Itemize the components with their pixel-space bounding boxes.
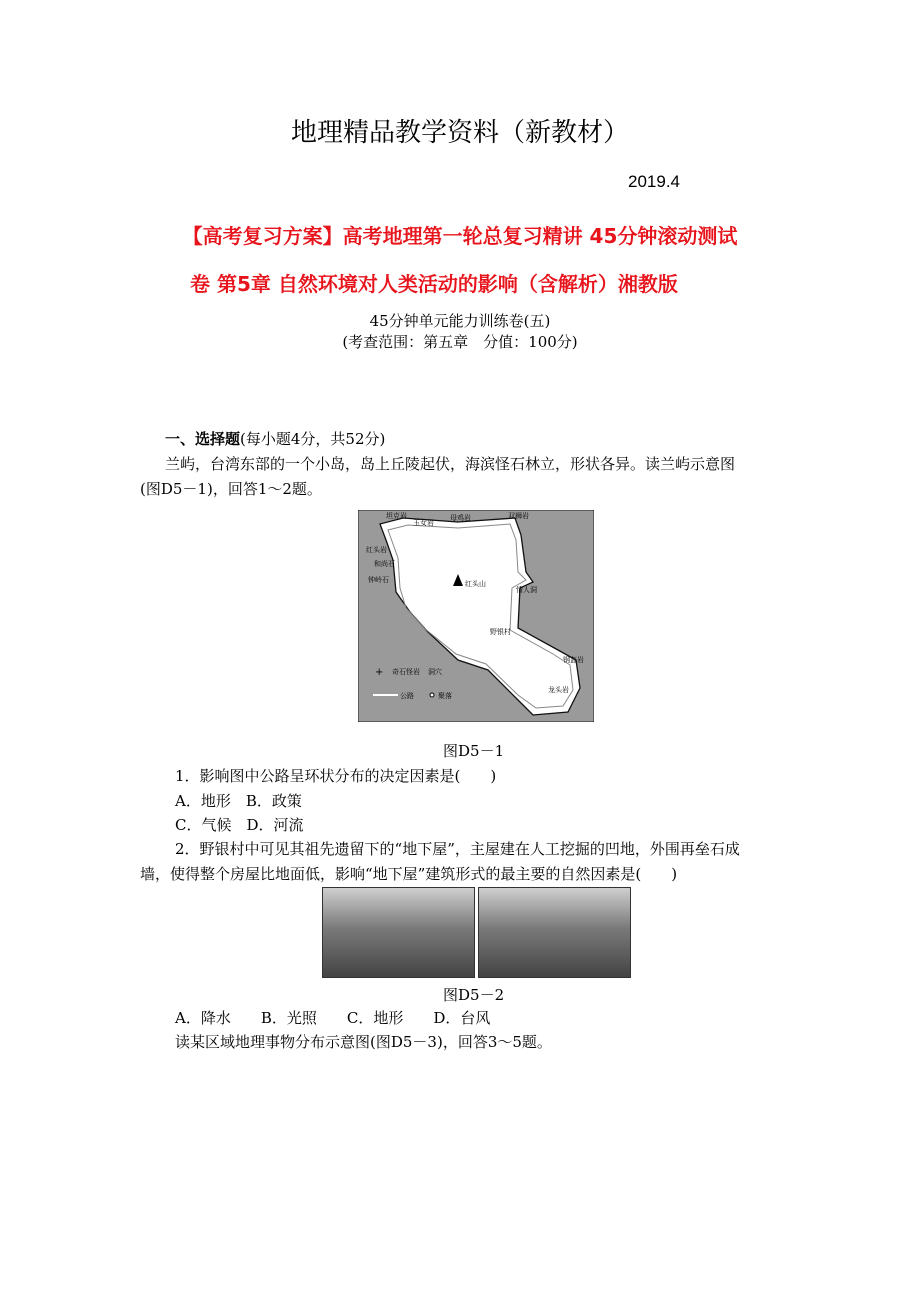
svg-text:情人洞: 情人洞 (516, 586, 537, 594)
question-2-line-2: 墙，使得整个房屋比地面低，影响“地下屋”建筑形式的最主要的自然因素是( ) (140, 865, 678, 883)
photo-village (322, 887, 475, 978)
figure-caption-2: 图D5－2 (443, 986, 505, 1004)
svg-text:钟岭石: 钟岭石 (368, 576, 389, 584)
svg-text:母鸡岩: 母鸡岩 (450, 514, 471, 522)
svg-text:红头岩: 红头岩 (366, 546, 387, 554)
intro-2: 读某区域地理事物分布示意图(图D5－3)，回答3～5题。 (175, 1033, 552, 1051)
photo-underground-house (478, 887, 631, 978)
svg-text:钢盔岩: 钢盔岩 (563, 656, 584, 664)
section-title: 一、选择题 (165, 430, 241, 448)
question-1: 1．影响图中公路呈环状分布的决定因素是( ) (175, 767, 497, 785)
svg-text:红头山: 红头山 (465, 580, 486, 588)
svg-text:双狮岩: 双狮岩 (508, 512, 529, 520)
doc-date: 2019.4 (628, 172, 680, 191)
intro-line-1: 兰屿，台湾东部的一个小岛，岛上丘陵起伏，海滨怪石林立，形状各异。读兰屿示意图 (165, 455, 736, 473)
svg-text:玉女岩: 玉女岩 (413, 519, 434, 527)
subtitle: 45分钟单元能力训练卷(五) (369, 312, 551, 330)
svg-text:+: + (375, 667, 384, 678)
q2-options: A．降水 B．光照 C．地形 D．台风 (175, 1009, 491, 1027)
heading-line-2: 卷 第5章 自然环境对人类活动的影响（含解析）湘教版 (190, 272, 678, 296)
svg-text:洞穴: 洞穴 (428, 668, 442, 676)
q1-options-cd: C．气候 D．河流 (175, 816, 304, 834)
svg-text:龙头岩: 龙头岩 (548, 686, 569, 694)
heading-line-1: 【高考复习方案】高考地理第一轮总复习精讲 45分钟滚动测试 (182, 224, 738, 248)
intro-line-2: (图D5－1)，回答1～2题。 (140, 480, 322, 498)
svg-text:和尚石: 和尚石 (374, 560, 395, 568)
q1-options-ab: A．地形 B．政策 (175, 792, 302, 810)
section-note: (每小题4分，共52分) (240, 430, 386, 448)
svg-text:坦克岩: 坦克岩 (386, 512, 407, 520)
svg-text:聚落: 聚落 (438, 692, 452, 700)
doc-title: 地理精品教学资料（新教材） (290, 118, 629, 148)
svg-text:野银村: 野银村 (490, 628, 511, 636)
figure-caption-1: 图D5－1 (443, 742, 505, 760)
question-2-line-1: 2．野银村中可见其祖先遗留下的“地下屋”，主屋建在人工挖掘的凹地，外围再垒石成 (175, 840, 740, 858)
exam-scope: (考查范围：第五章 分值：100分) (342, 333, 578, 351)
svg-text:公路: 公路 (400, 692, 414, 700)
lanyu-map (358, 510, 594, 722)
svg-text:奇石怪岩: 奇石怪岩 (392, 668, 420, 676)
